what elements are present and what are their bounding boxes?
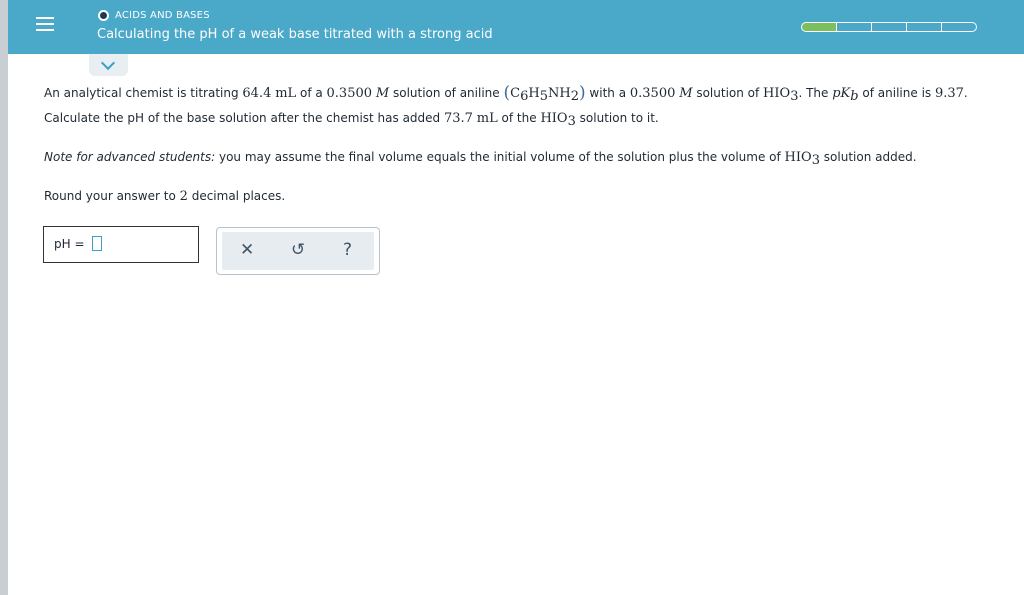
page-title: Calculating the pH of a weak base titrated with a strong acid	[97, 27, 493, 42]
menu-icon[interactable]	[36, 17, 54, 35]
progress-segment-2	[836, 22, 872, 32]
question-rounding: Round your answer to 2 decimal places.	[44, 189, 286, 204]
left-rail	[0, 0, 8, 595]
question-line-2: Calculate the pH of the base solution after the chemist has added 73.7 mL of the $HIO_3$ solution to it.	[44, 111, 659, 129]
topic-row	[98, 10, 210, 21]
question-line-1: An analytical chemist is titrating 64.4 mL of a 0.3500 M solution of aniline $(C_6H_5NH_2)$ with a 0.3500 M solution of $HIO_3$. The $pK_b$ of aniline is 9.37.	[44, 83, 968, 104]
undo-button[interactable]: ↺	[291, 240, 306, 260]
answer-tools	[216, 227, 380, 275]
topic-status-icon	[98, 10, 109, 21]
header-bar	[8, 0, 1024, 54]
progress-segment-3	[871, 22, 907, 32]
collapse-header-button[interactable]	[89, 54, 128, 76]
progress-segment-5	[941, 22, 977, 32]
chevron-down-icon	[101, 56, 115, 70]
ph-label: pH =	[54, 237, 85, 251]
ph-answer-input[interactable]	[92, 236, 102, 251]
progress-segment-4	[906, 22, 942, 32]
progress-bar	[801, 22, 976, 32]
progress-segment-1	[801, 22, 837, 32]
answer-box	[43, 226, 199, 263]
clear-button[interactable]: ✕	[240, 240, 255, 260]
answer-tools-inner	[222, 232, 374, 270]
help-button[interactable]: ?	[343, 240, 353, 260]
question-note: Note for advanced students: you may assume the final volume equals the initial volume of the solution plus the volume of $HIO_3$ solution added.	[44, 150, 917, 168]
topic-label: ACIDS AND BASES	[115, 10, 210, 21]
